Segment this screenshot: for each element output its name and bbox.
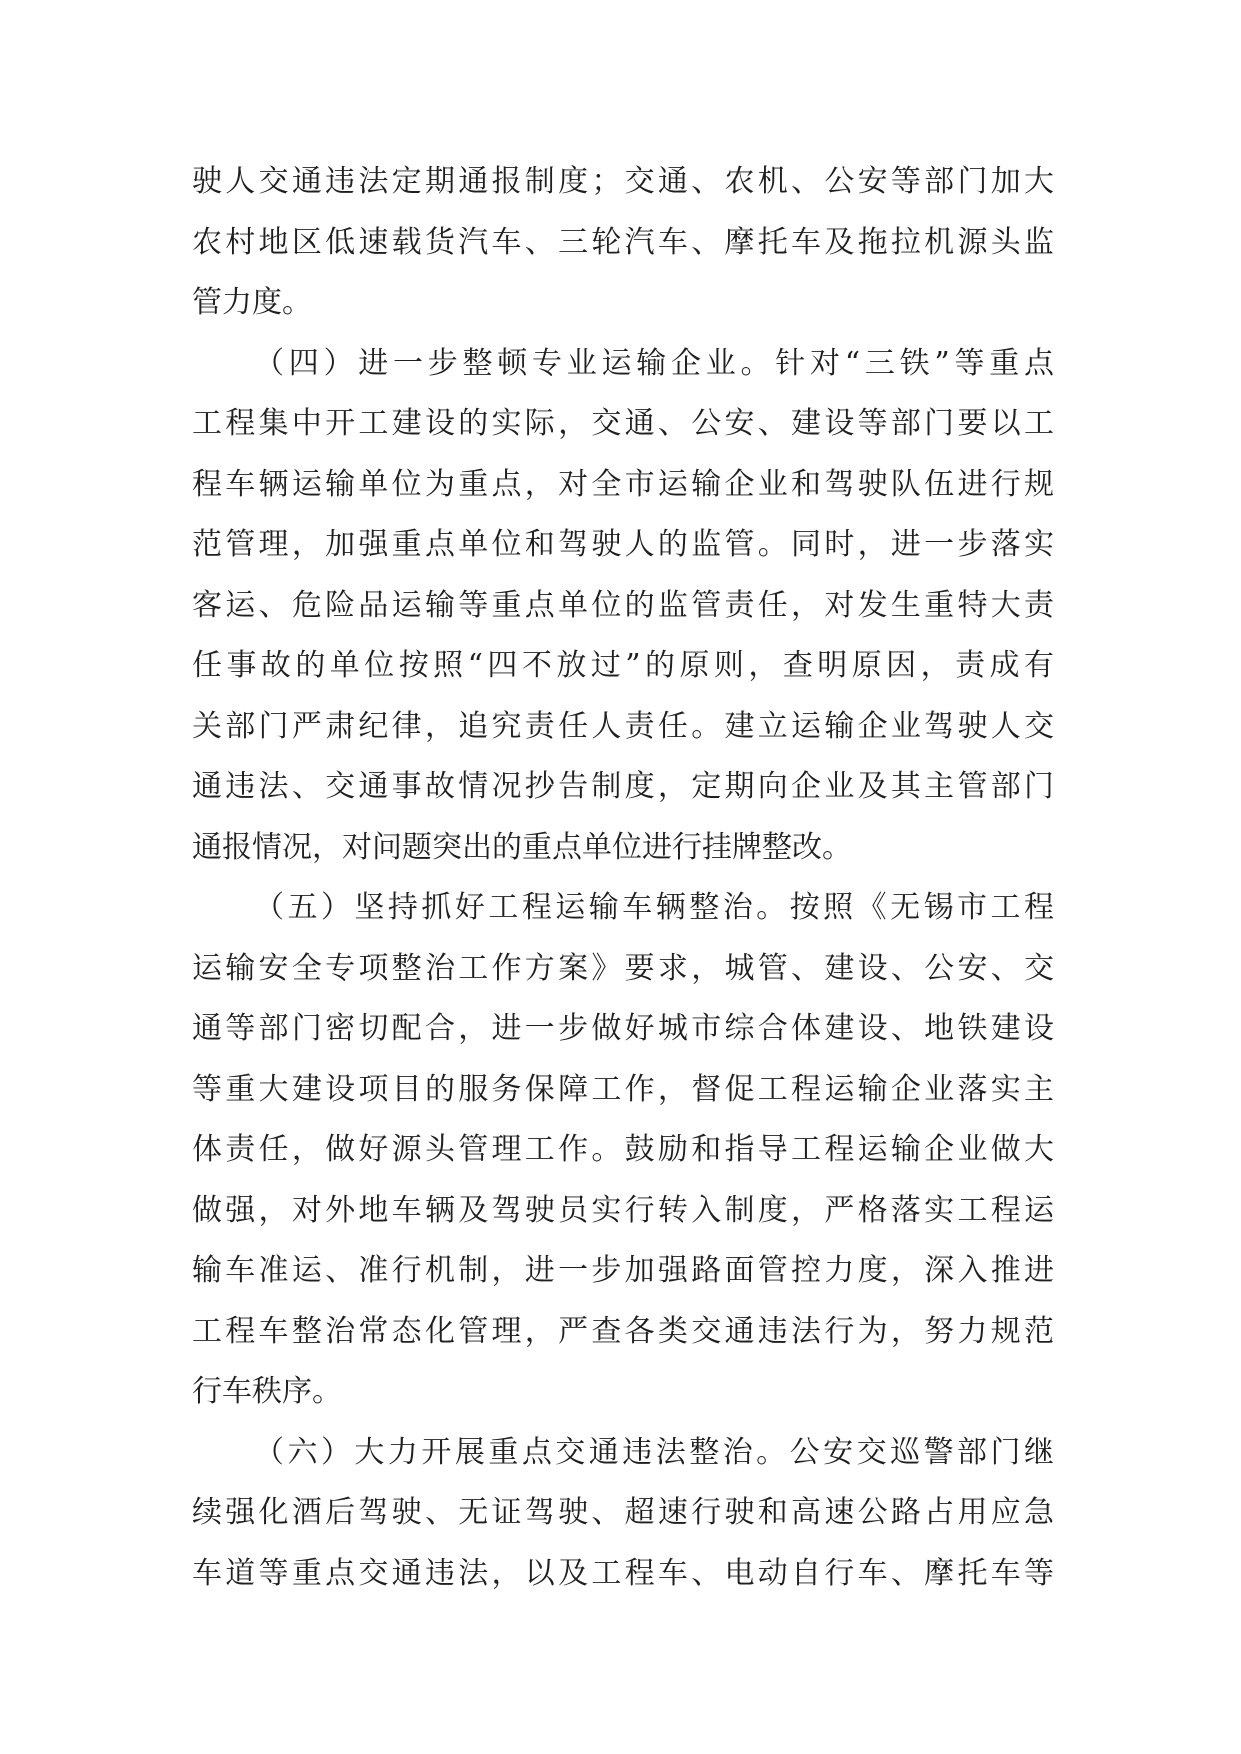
text-line: 程车辆运输单位为重点，对全市运输企业和驾驶队伍进行规 (192, 466, 1054, 502)
text-line: 任事故的单位按照“四不放过”的原则，查明原因，责成有 (192, 648, 1054, 683)
text-line: 客运、危险品运输等重点单位的监管责任，对发生重特大责 (192, 587, 1054, 623)
text-line: 输车准运、准行机制，进一步加强路面管控力度，深入推进 (192, 1253, 1054, 1288)
text-line: 等重大建设项目的服务保障工作，督促工程运输企业落实主 (192, 1071, 1054, 1107)
text-line: 通违法、交通事故情况抄告制度，定期向企业及其主管部门 (192, 769, 1054, 804)
text-line: 通等部门密切配合，进一步做好城市综合体建设、地铁建设 (192, 1011, 1054, 1046)
text-line: 关部门严肃纪律，追究责任人责任。建立运输企业驾驶人交 (192, 708, 1054, 744)
text-line: 体责任，做好源头管理工作。鼓励和指导工程运输企业做大 (192, 1132, 1054, 1167)
text-line: 车道等重点交通违法，以及工程车、电动自行车、摩托车等 (192, 1555, 1054, 1591)
section-4-heading-line: （四）进一步整顿专业运输企业。针对“三铁”等重点 (254, 345, 1054, 381)
text-line: 续强化酒后驾驶、无证驾驶、超速行驶和高速公路占用应急 (192, 1495, 1054, 1530)
section-5-heading-line: （五）坚持抓好工程运输车辆整治。按照《无锡市工程 (254, 890, 1054, 925)
text-line: 农村地区低速载货汽车、三轮汽车、摩托车及拖拉机源头监 (192, 224, 1054, 260)
body-text (192, 152, 1054, 1604)
section-6-heading-line: （六）大力开展重点交通违法整治。公安交巡警部门继 (254, 1434, 1054, 1470)
text-line: 驶人交通违法定期通报制度；交通、农机、公安等部门加大 (192, 164, 1054, 199)
text-line: 行车秩序。 (192, 1374, 342, 1409)
text-line: 工程车整治常态化管理，严查各类交通违法行为，努力规范 (192, 1313, 1054, 1349)
text-line: 做强，对外地车辆及驾驶员实行转入制度，严格落实工程运 (192, 1192, 1054, 1228)
text-line: 通报情况，对问题突出的重点单位进行挂牌整改。 (192, 829, 852, 865)
text-line: 运输安全专项整治工作方案》要求，城管、建设、公安、交 (192, 950, 1054, 986)
text-line: 管力度。 (192, 285, 312, 320)
text-line: 范管理，加强重点单位和驾驶人的监管。同时，进一步落实 (192, 527, 1054, 562)
text-line: 工程集中开工建设的实际，交通、公安、建设等部门要以工 (192, 406, 1054, 441)
